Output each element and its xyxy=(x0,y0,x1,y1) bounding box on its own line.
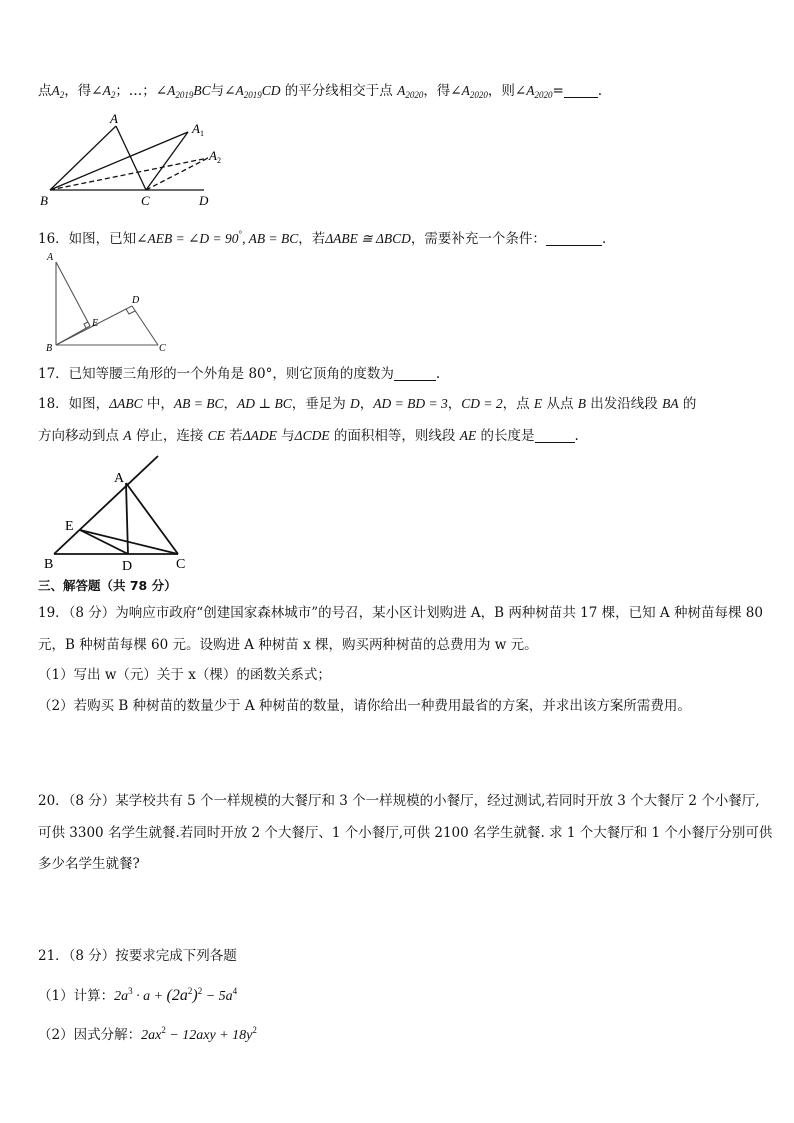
question-19-part-1: （1）写出 w（元）关于 x（棵）的函数关系式； xyxy=(38,667,331,683)
question-21-part-1: （1）计算：$2a^3 \cdot a + (2a^2)^2 - 5a^4$ xyxy=(38,986,238,1004)
label-a: A xyxy=(114,471,125,486)
label-e: E xyxy=(65,519,74,534)
label-d: D xyxy=(199,193,209,208)
question-18-line-1: 18．如图，ΔABC 中，AB = BC，AD ⊥ BC，垂足为 D，AD = BD = 3，CD = 2，点 E 从点 B 出发沿线段 BA 的 xyxy=(38,396,697,412)
q15-continuation: 点$A_2$，得$\angle A_2$；…；$\angle A_{2019}BC$与$\angle A_{2019}CD$ 的平分线相交于点 $A_{2020}$，得$\angle A_{2020}$，则$\angle A_{2020}=$ . xyxy=(38,83,603,100)
label-b: B xyxy=(44,557,54,572)
answer-blank[interactable] xyxy=(546,231,602,246)
segment-ed xyxy=(80,530,128,554)
question-19-line-1: 19．（8 分）为响应市政府“创建国家森林城市”的号召，某小区计划购进 A，B 两种树苗共 17 棵，已知 A 种树苗每棵 80 xyxy=(38,605,763,621)
section-heading: 三、解答题（共 78 分） xyxy=(38,578,177,593)
label-e: E xyxy=(92,318,99,329)
label-a: A xyxy=(110,111,118,126)
question-19-part-2: （2）若购买 B 种树苗的数量少于 A 种树苗的数量，请你给出一种费用最省的方案，并求出该方案所需费用。 xyxy=(38,698,691,714)
label-c: C xyxy=(159,343,166,354)
question-20-line-3: 多少名学生就餐? xyxy=(38,856,140,872)
segment-ae xyxy=(56,262,90,326)
answer-blank[interactable] xyxy=(535,428,575,443)
question-17: 17．已知等腰三角形的一个外角是 80°，则它顶角的度数为 . xyxy=(38,366,441,382)
label-a2: $A_2$ xyxy=(209,148,221,165)
segment-dc xyxy=(132,306,158,345)
figure-16 xyxy=(40,250,180,358)
label-d: D xyxy=(122,559,133,574)
label-b: B xyxy=(40,193,48,208)
label-a: A xyxy=(47,252,54,263)
question-16: 16．如图，已知∠AEB = ∠D = 90°, AB = BC，若ΔABE ≅ ΔBCD，需要补充一个条件： . xyxy=(38,229,607,247)
label-a1: $A_1$ xyxy=(192,121,204,138)
answer-blank[interactable] xyxy=(564,83,598,98)
answer-blank[interactable] xyxy=(394,366,436,381)
question-20-line-2: 可供 3300 名学生就餐.若同时开放 2 个大餐厅、1 个小餐厅,可供 2100 名学生就餐. 求 1 个大餐厅和 1 个小餐厅分别可供 xyxy=(38,825,773,841)
figure-18 xyxy=(40,452,200,574)
label-b: B xyxy=(46,343,53,354)
figure-15 xyxy=(36,112,236,212)
label-d: D xyxy=(132,295,140,306)
question-20-line-1: 20．（8 分）某学校共有 5 个一样规模的大餐厅和 3 个一样规模的小餐厅，经过测试,若同时开放 3 个大餐厅 2 个小餐厅, xyxy=(38,793,760,809)
question-21-part-2: （2）因式分解：$2ax^2 - 12axy + 18y^2$ xyxy=(38,1025,257,1043)
question-21-title: 21．（8 分）按要求完成下列各题 xyxy=(38,948,237,964)
question-19-line-2: 元，B 种树苗每棵 60 元。设购进 A 种树苗 x 棵，购买两种树苗的总费用为 w 元。 xyxy=(38,637,538,653)
segment-ba xyxy=(50,126,116,190)
label-c: C xyxy=(176,557,186,572)
label-c: C xyxy=(141,193,150,208)
right-angle-d xyxy=(126,309,135,314)
segment-ba2 xyxy=(50,158,208,190)
segment-ca2 xyxy=(146,158,208,190)
segment-ad xyxy=(126,483,128,554)
question-18-line-2: 方向移动到点 A 停止，连接 CE 若ΔADE 与ΔCDE 的面积相等，则线段 AE 的长度是 . xyxy=(38,428,579,444)
segment-ac xyxy=(116,126,146,190)
